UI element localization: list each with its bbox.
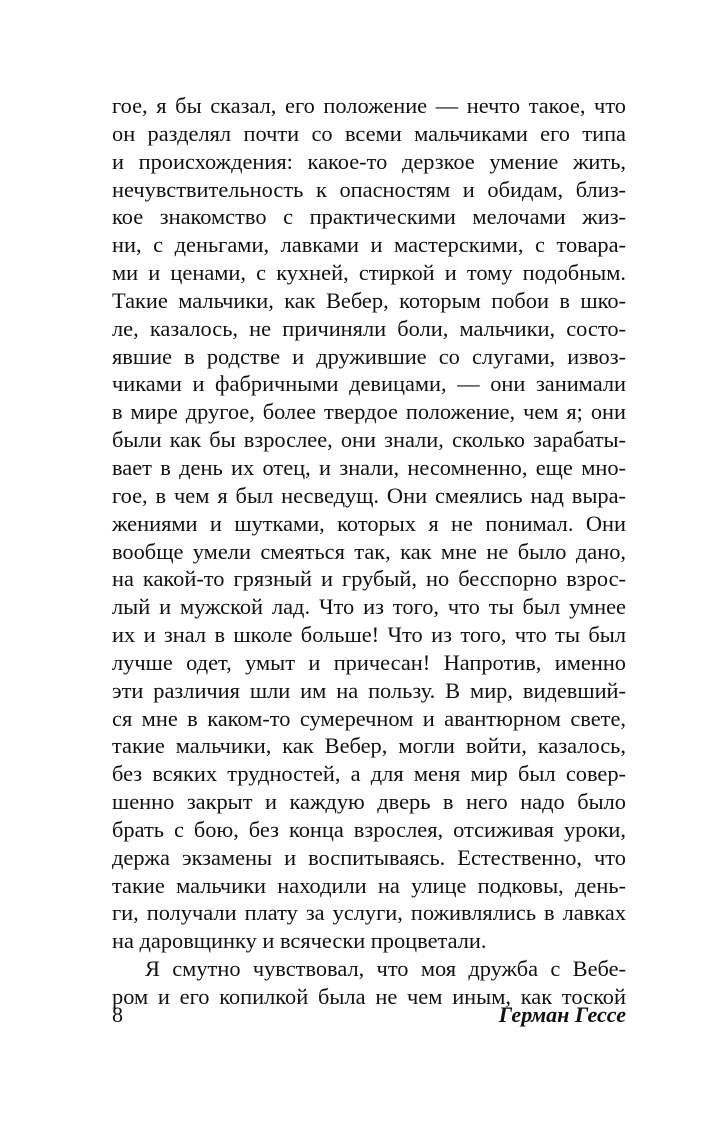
text-line: чиками и фабричными девицами, — они занимали xyxy=(112,371,626,397)
text-line: ни, с деньгами, лавками и мастерскими, с товара- xyxy=(112,232,626,258)
text-line: лучше одет, умыт и причесан! Напротив, именно xyxy=(112,649,626,675)
text-line: были как бы взрослее, они знали, сколько зарабаты- xyxy=(112,427,626,453)
text-line: Такие мальчики, как Вебер, которым побои в шко- xyxy=(112,287,626,313)
text-line: ги, получали плату за услуги, поживлялись в лавках xyxy=(112,900,626,926)
text-line: шенно закрыт и каждую дверь в него надо было xyxy=(112,789,626,815)
text-line: нечувствительность к опасностям и обидам, близ- xyxy=(112,176,626,202)
text-line: кое знакомство с практическими мелочами жиз- xyxy=(112,204,626,230)
text-line: гое, в чем я был несведущ. Они смеялись над выра- xyxy=(112,482,626,508)
text-line: держа экзамены и воспитываясь. Естественно, что xyxy=(112,844,626,870)
text-line: их и знал в школе больше! Что из того, что ты был xyxy=(112,622,626,648)
text-line: гое, я бы сказал, его положение — нечто такое, что xyxy=(112,93,626,118)
text-line: без всяких трудностей, а для меня мир был совер- xyxy=(112,761,626,787)
text-line: вообще умели смеяться так, как мне не было дано, xyxy=(112,538,626,564)
page-footer xyxy=(112,1000,626,1030)
text-line: ми и ценами, с кухней, стиркой и тому подобным. xyxy=(112,260,626,286)
text-line: такие мальчики находили на улице подковы, день- xyxy=(112,872,626,898)
text-line: ся мне в каком-то сумеречном и авантюрном свете, xyxy=(112,705,626,731)
text-line: на даровщинку и всячески процветали. xyxy=(112,928,487,954)
text-line: и происхождения: какое-то дерзкое умение жить, xyxy=(112,148,626,174)
text-line: в мире другое, более твердое положение, чем я; они xyxy=(112,399,626,425)
text-line: такие мальчики, как Вебер, могли войти, казалось, xyxy=(112,733,626,759)
text-line: ром и его копилкой была не чем иным, как тоской xyxy=(112,984,626,1009)
text-line: брать с бою, без конца взрослея, отсиживая уроки, xyxy=(112,816,626,842)
text-line: жениями и шутками, которых я не понимал. Они xyxy=(112,510,626,536)
text-line: явшие в родстве и дружившие со слугами, извоз- xyxy=(112,343,626,369)
text-line: эти различия шли им на пользу. В мир, видевший- xyxy=(112,677,626,703)
text-line: ле, казалось, не причиняли боли, мальчики, состо- xyxy=(112,315,626,341)
text-line: он разделял почти со всеми мальчиками его типа xyxy=(112,120,626,146)
page-number: 8 xyxy=(112,1002,123,1027)
text-line: вает в день их отец, и знали, несомненно, еще мно- xyxy=(112,454,626,480)
running-footer-author: Герман Гессе xyxy=(498,1002,626,1027)
text-line: Я смутно чувствовал, что моя дружба с Вебе- xyxy=(145,956,626,982)
text-line: на какой-то грязный и грубый, но бесспорно взрос- xyxy=(112,566,626,592)
paragraph-1 xyxy=(112,92,626,955)
body-text xyxy=(112,92,626,1011)
text-line: лый и мужской лад. Что из того, что ты был умнее xyxy=(112,594,626,620)
